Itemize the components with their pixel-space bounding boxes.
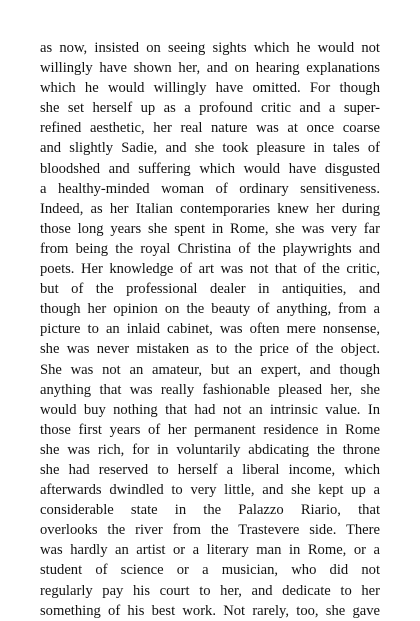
text-line-26: was hardly an artist or a literary man in Rome, or a — [40, 542, 380, 559]
text-line-23: afterwards dwindled to very little, and she kept up a — [40, 482, 380, 499]
page-body-text — [40, 38, 380, 621]
text-line-3: which he would willingly have omitted. For though — [40, 80, 380, 97]
text-line-4: she set herself up as a profound critic and a super- — [40, 100, 380, 117]
text-line-20: those first years of her permanent residence in Rome — [40, 421, 380, 438]
text-line-12: poets. Her knowledge of art was not that of the critic, — [40, 261, 380, 278]
text-line-28: regularly pay his court to her, and dedicate to her — [40, 582, 380, 599]
text-line-7: bloodshed and suffering which would have disgusted — [40, 160, 380, 177]
text-line-27: student of science or a musician, who did not — [40, 562, 380, 579]
text-line-5: refined aesthetic, her real nature was at once coarse — [40, 120, 380, 137]
text-line-15: picture to an inlaid cabinet, was often mere nonsense, — [40, 321, 380, 338]
text-line-14: though her opinion on the beauty of anything, from a — [40, 301, 380, 318]
text-line-1: as now, insisted on seeing sights which he would not — [40, 40, 380, 56]
text-line-13: but of the professional dealer in antiquities, and — [40, 281, 380, 298]
text-line-8: a healthy-minded woman of ordinary sensitiveness. — [40, 180, 380, 197]
text-line-16: she was never mistaken as to the price of the object. — [40, 341, 380, 358]
text-line-21: she was rich, for in voluntarily abdicating the throne — [40, 441, 380, 458]
text-line-6: and slightly Sadie, and she took pleasure in tales of — [40, 140, 380, 157]
text-line-25: overlooks the river from the Trastevere side. There — [40, 522, 380, 539]
text-line-22: she had reserved to herself a liberal income, which — [40, 461, 380, 478]
text-line-24: considerable state in the Palazzo Riario, that — [40, 502, 380, 519]
text-line-9: Indeed, as her Italian contemporaries knew her during — [40, 200, 380, 217]
text-line-19: would buy nothing that had not an intrinsic value. In — [40, 401, 380, 418]
text-line-10: those long years she spent in Rome, she was very far — [40, 220, 380, 237]
text-line-18: anything that was really fashionable pleased her, she — [40, 381, 380, 398]
text-line-17: She was not an amateur, but an expert, and though — [40, 361, 380, 378]
text-line-29: something of his best work. Not rarely, too, she gave — [40, 602, 380, 619]
text-line-11: from being the royal Christina of the playwrights and — [40, 240, 380, 257]
text-line-2: willingly have shown her, and on hearing explanations — [40, 60, 380, 77]
